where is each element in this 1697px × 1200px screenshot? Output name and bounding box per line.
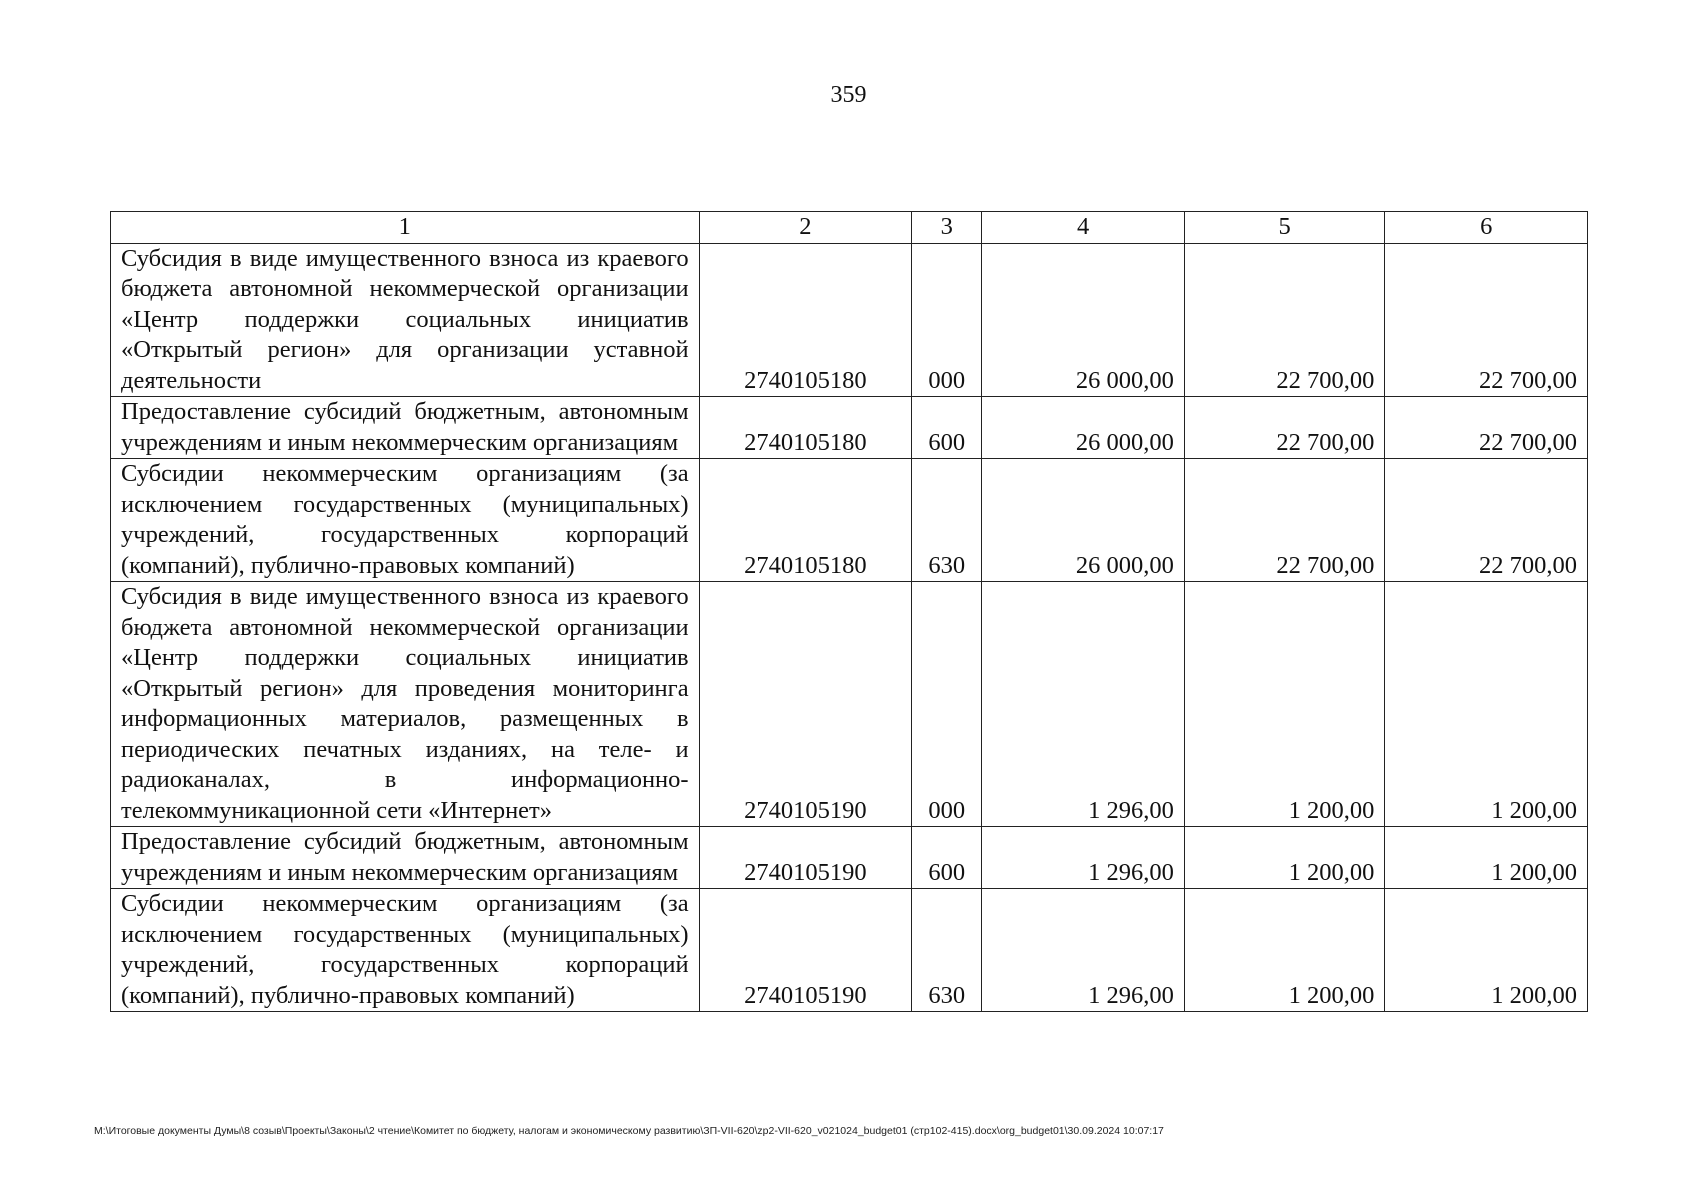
- row-name-cell: Предоставление субсидий бюджетным, автономным учреждениям и иным некоммерческим организациям: [111, 827, 700, 889]
- page-number: 359: [830, 82, 867, 108]
- row-code-cell: 2740105190: [699, 827, 912, 889]
- row-code-cell: 2740105180: [699, 459, 912, 582]
- row-value-4-cell: 26 000,00: [982, 459, 1185, 582]
- table-row: [111, 827, 1588, 889]
- column-header-5: 5: [1184, 212, 1385, 244]
- row-code-cell: 2740105180: [699, 243, 912, 397]
- row-value-6-cell: 22 700,00: [1385, 397, 1588, 459]
- row-value-5-cell: 22 700,00: [1184, 243, 1385, 397]
- row-value-4-cell: 1 296,00: [982, 889, 1185, 1012]
- row-value-4-cell: 26 000,00: [982, 397, 1185, 459]
- row-value-6-cell: 1 200,00: [1385, 827, 1588, 889]
- row-code-cell: 2740105190: [699, 582, 912, 827]
- row-type-cell: 600: [912, 397, 982, 459]
- row-type-cell: 630: [912, 459, 982, 582]
- row-code-cell: 2740105190: [699, 889, 912, 1012]
- row-value-4-cell: 1 296,00: [982, 582, 1185, 827]
- row-name-cell: Субсидия в виде имущественного взноса из краевого бюджета автономной некоммерческой организации «Центр поддержки социальных инициатив «Открытый регион» для организации уставной деятельности: [111, 243, 700, 397]
- row-name-cell: Субсидия в виде имущественного взноса из краевого бюджета автономной некоммерческой организации «Центр поддержки социальных инициатив «Открытый регион» для проведения мониторинга информационных материалов, размещенных в периодических печатных изданиях, на теле- и радиоканалах, в информационно-телекоммуникационной сети «Интернет»: [111, 582, 700, 827]
- row-value-6-cell: 1 200,00: [1385, 582, 1588, 827]
- column-header-6: 6: [1385, 212, 1588, 244]
- header-row: [111, 212, 1588, 244]
- table-header: [111, 212, 1588, 244]
- table-row: [111, 459, 1588, 582]
- column-header-3: 3: [912, 212, 982, 244]
- row-code-cell: 2740105180: [699, 397, 912, 459]
- column-header-4: 4: [982, 212, 1185, 244]
- footer-file-path: M:\Итоговые документы Думы\8 созыв\Проекты\Законы\2 чтение\Комитет по бюджету, налогам и экономическому развитию\ЗП-VII-620\zp2-VII-620_v021024_budget01 (стр102-415).docx\org_budget01\30.09.2024 10:07:17: [94, 1125, 1164, 1137]
- row-type-cell: 600: [912, 827, 982, 889]
- row-value-6-cell: 1 200,00: [1385, 889, 1588, 1012]
- row-type-cell: 000: [912, 243, 982, 397]
- column-header-2: 2: [699, 212, 912, 244]
- table-row: [111, 582, 1588, 827]
- row-value-4-cell: 1 296,00: [982, 827, 1185, 889]
- budget-table: [110, 211, 1588, 1012]
- table-row: [111, 243, 1588, 397]
- row-value-4-cell: 26 000,00: [982, 243, 1185, 397]
- row-value-5-cell: 1 200,00: [1184, 889, 1385, 1012]
- row-type-cell: 000: [912, 582, 982, 827]
- table-body: [111, 243, 1588, 1012]
- column-header-1: 1: [111, 212, 700, 244]
- table-row: [111, 889, 1588, 1012]
- row-value-5-cell: 22 700,00: [1184, 459, 1385, 582]
- row-value-6-cell: 22 700,00: [1385, 459, 1588, 582]
- row-name-cell: Субсидии некоммерческим организациям (за исключением государственных (муниципальных) учреждений, государственных корпораций (компаний), публично-правовых компаний): [111, 889, 700, 1012]
- row-value-6-cell: 22 700,00: [1385, 243, 1588, 397]
- row-type-cell: 630: [912, 889, 982, 1012]
- row-value-5-cell: 1 200,00: [1184, 582, 1385, 827]
- row-value-5-cell: 1 200,00: [1184, 827, 1385, 889]
- row-name-cell: Субсидии некоммерческим организациям (за исключением государственных (муниципальных) учреждений, государственных корпораций (компаний), публично-правовых компаний): [111, 459, 700, 582]
- row-name-cell: Предоставление субсидий бюджетным, автономным учреждениям и иным некоммерческим организациям: [111, 397, 700, 459]
- table-row: [111, 397, 1588, 459]
- row-value-5-cell: 22 700,00: [1184, 397, 1385, 459]
